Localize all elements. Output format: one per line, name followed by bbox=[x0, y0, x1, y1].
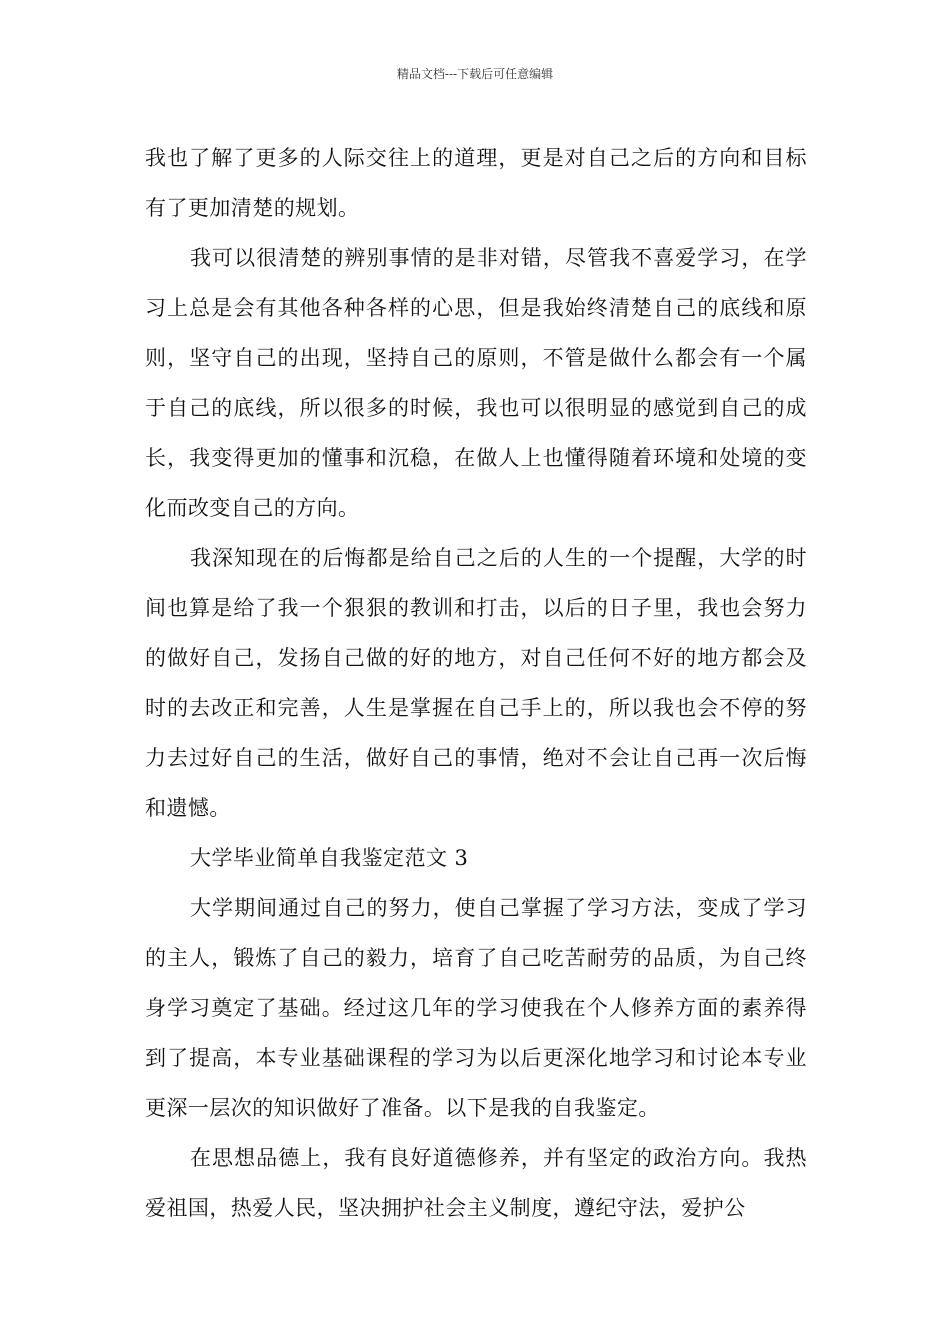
paragraph-continuation: 我也了解了更多的人际交往上的道理，更是对自己之后的方向和目标有了更加清楚的规划。 bbox=[145, 146, 807, 220]
paragraph: 我深知现在的后悔都是给自己之后的人生的一个提醒，大学的时间也算是给了我一个狠狠的教训和打击，以后的日子里，我也会努力的做好自己，发扬自己做的好的地方，对自己任何不好的地方都会及时的去改正和完善，人生是掌握在自己手上的，所以我也会不停的努力去过好自己的生活，做好自己的事情，绝对不会让自己再一次后悔和遗憾。 bbox=[145, 546, 807, 820]
paragraph: 我可以很清楚的辨别事情的是非对错，尽管我不喜爱学习，在学习上总是会有其他各种各样的心思，但是我始终清楚自己的底线和原则，坚守自己的出现，坚持自己的原则，不管是做什么都会有一个属于自己的底线，所以很多的时候，我也可以很明显的感觉到自己的成长，我变得更加的懂事和沉稳，在做人上也懂得随着环境和处境的变化而改变自己的方向。 bbox=[145, 246, 807, 520]
section-heading: 大学毕业简单自我鉴定范文 3 bbox=[190, 846, 469, 870]
document-body bbox=[145, 133, 807, 1233]
page-header: 精品文档---下载后可任意编辑 bbox=[396, 67, 554, 81]
paragraph: 在思想品德上，我有良好道德修养，并有坚定的政治方向。我热爱祖国，热爱人民，坚决拥护社会主义制度，遵纪守法，爱护公 bbox=[145, 1146, 807, 1220]
paragraph: 大学期间通过自己的努力，使自己掌握了学习方法，变成了学习的主人，锻炼了自己的毅力，培育了自己吃苦耐劳的品质，为自己终身学习奠定了基础。经过这几年的学习使我在个人修养方面的素养得到了提高，本专业基础课程的学习为以后更深化地学习和讨论本专业更深一层次的知识做好了准备。以下是我的自我鉴定。 bbox=[145, 896, 807, 1120]
